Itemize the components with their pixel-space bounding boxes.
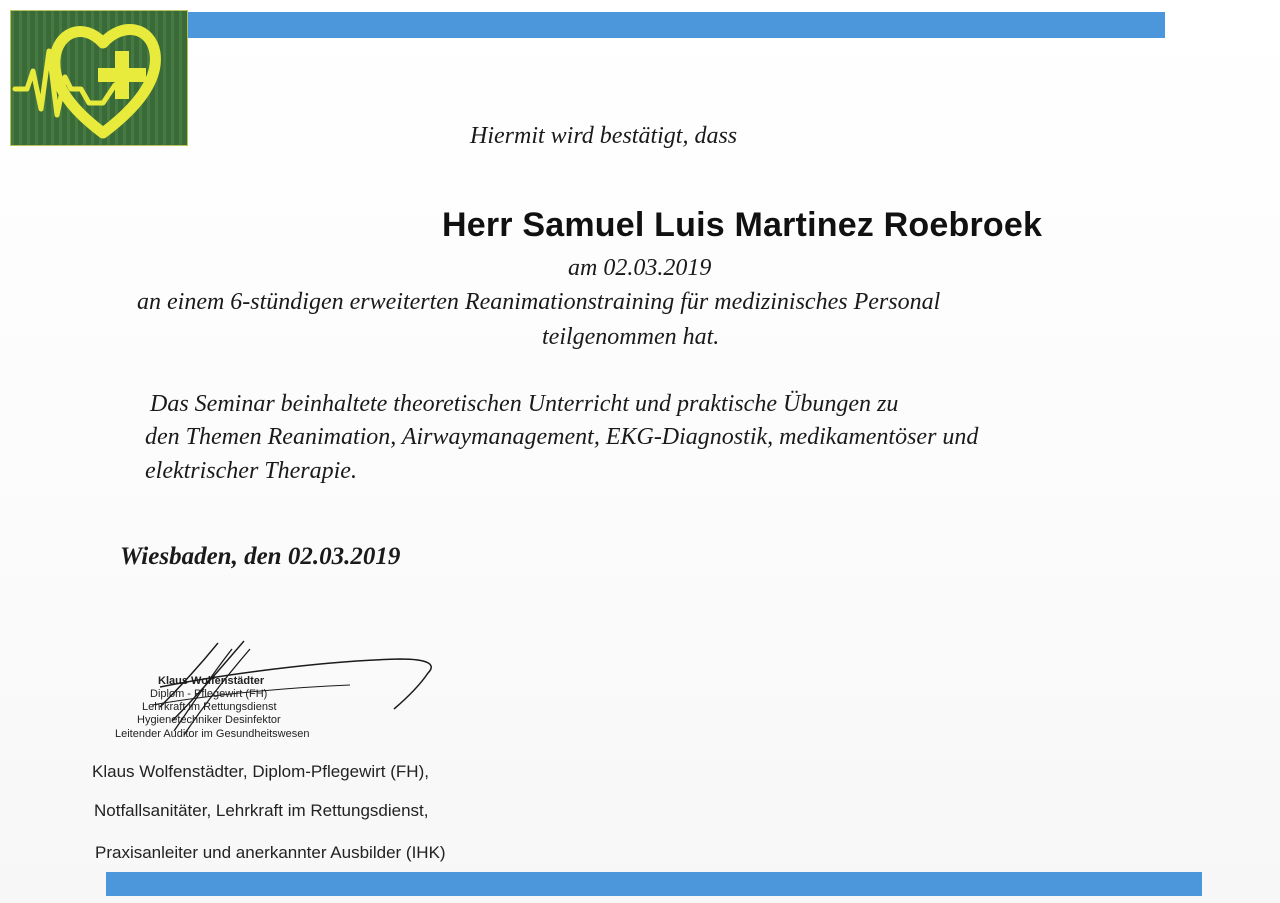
recipient-name: Herr Samuel Luis Martinez Roebroek: [442, 206, 1043, 244]
stamp-line: Klaus Wolfenstädter: [158, 675, 265, 687]
course-description: an einem 6-stündigen erweiterten Reanimationstraining für medizinisches Personal: [137, 289, 941, 315]
signature: [100, 635, 440, 745]
seminar-line: den Themen Reanimation, Airwaymanagement, EKG-Diagnostik, medikamentöser und: [145, 424, 979, 450]
signatory-line: Praxisanleiter und anerkannter Ausbilder (IHK): [95, 843, 446, 862]
bottom-stripe: [106, 872, 1202, 896]
stamp-line: Hygienetechniker Desinfektor: [137, 714, 281, 726]
top-stripe: [185, 12, 1165, 38]
intro-text: Hiermit wird bestätigt, dass: [470, 123, 738, 149]
training-date: am 02.03.2019: [568, 255, 712, 281]
heart-ecg-logo-icon: [10, 10, 188, 146]
participation-text: teilgenommen hat.: [542, 324, 720, 350]
signatory-line: Klaus Wolfenstädter, Diplom-Pflegewirt (FH),: [92, 762, 429, 781]
stamp-line: Lehrkraft im Rettungsdienst: [142, 701, 277, 713]
seminar-line: elektrischer Therapie.: [145, 458, 357, 484]
signatory-line: Notfallsanitäter, Lehrkraft im Rettungsdienst,: [94, 801, 429, 820]
stamp-line: Diplom - Pflegewirt (FH): [150, 688, 268, 700]
seminar-line: Das Seminar beinhaltete theoretischen Unterricht und praktische Übungen zu: [150, 391, 899, 417]
stamp-line: Leitender Auditor im Gesundheitswesen: [115, 728, 310, 740]
place-and-date: Wiesbaden, den 02.03.2019: [120, 543, 401, 570]
